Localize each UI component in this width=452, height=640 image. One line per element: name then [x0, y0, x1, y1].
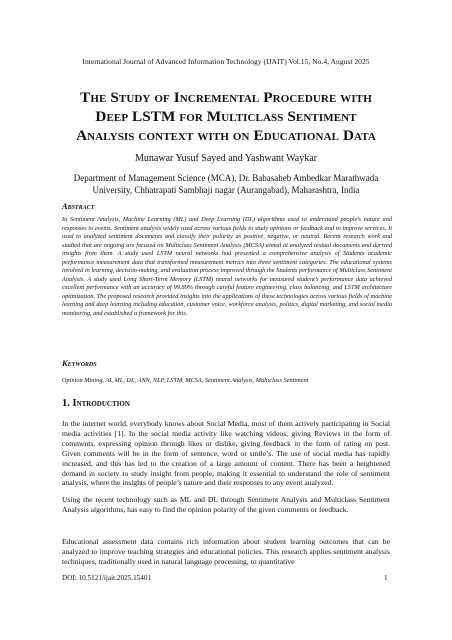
doi-footer: DOI: 10.5121/ijait.2025.15401	[62, 574, 152, 582]
body-paragraph: In the internet world, everybody knows about Social Media, most of them actively participating in Social media activities [1]. In the social media activity like watching videos, giving Reviews in the form of comments, expressing opinion through likes or dislike, giving feedback in the form of rating on post. Given comments will be in the form of sentence, word or smile’s. The use of social media has rapidly increased, and this has led to the creation of a large amount of content. There has been a heightened demand in society to study insight from people, making it essential to understand the role of sentiment analysis, where the insights of people’s nature and their responses to any event analyzed.	[62, 419, 390, 488]
abstract-text: In Sentiment Analysis, Machine Learning (ML) and Deep Learning (DL) algorithms used to understand people’s nature and responses to events. Sentiment analysis widely used across various fields to study opinions or feedback and to improve services. It used to analyzed sentiment documents and classify their polarity as positive, negative, or neutral. Recent research work and studied that are ongoing are focused on Multiclass Sentiment Analysis (MCSA) aimed at analyzed textual documents and derived insights from them. A study used LSTM neural networks had presented a comprehensive analysis of Students academic performance measurement data that transformed measurement metrics into three sentiment categories. The educational systems involved in learning, decision-making, and evaluation process improved through the Students performance of Multiclass Sentiment Analysis. A study used Long Short-Term Memory (LSTM) neural networks for measured student’s performance data achieved excellent performance with an accuracy of 99.89% through careful feature engineering, class balancing, and LSTM architecture optimization. The proposed research provided insights into the applications of these technologies across various fields of machine learning and deep learning including education, customer voice, workforce analysis, politics, digital marketing, and social media monitoring, and established a framework for this.	[62, 216, 392, 318]
paper-title	[30, 88, 422, 145]
keywords-heading: Keywords	[62, 359, 97, 368]
title-line: Analysis context with on Educational Data	[76, 127, 376, 144]
author-names: Munawar Yusuf Sayed and Yashwant Waykar	[135, 153, 317, 164]
body-paragraph: Using the recent technology such as ML and DL through Sentiment Analysis and Multiclass Sentiment Analysis algorithms, has easy to find the opinion polarity of the given comments or feedback.	[62, 495, 390, 514]
section-heading-introduction: 1. Introduction	[62, 398, 130, 409]
title-line: Deep LSTM for Multiclass Sentiment	[95, 108, 357, 125]
page-number: 1	[384, 574, 388, 582]
keywords-text: Opinion Mining, AI, ML, DL, ANN, NLP, LSTM, MCSA, Sentiment Analysis, Multiclass Sentiment	[62, 377, 309, 384]
body-paragraph: Educational assessment data contains rich information about student learning outcomes that can be analyzed to improve teaching strategies and educational policies. This research applies sentiment analysis techniques, traditionally used in natural language processing, to quantitative	[62, 537, 390, 566]
title-line: The Study of Incremental Procedure with	[80, 89, 372, 106]
affiliation-line: Department of Management Science (MCA), Dr. Babasaheb Ambedkar Marathwada	[73, 173, 379, 183]
journal-header: International Journal of Advanced Information Technology (IJAIT) Vol.15, No.4, August 2025	[82, 57, 370, 66]
abstract-heading: Abstract	[62, 202, 95, 211]
affiliation	[40, 173, 412, 196]
affiliation-line: University, Chhatrapati Sambhaji nagar (Aurangabad), Maharashtra, India	[92, 184, 360, 195]
